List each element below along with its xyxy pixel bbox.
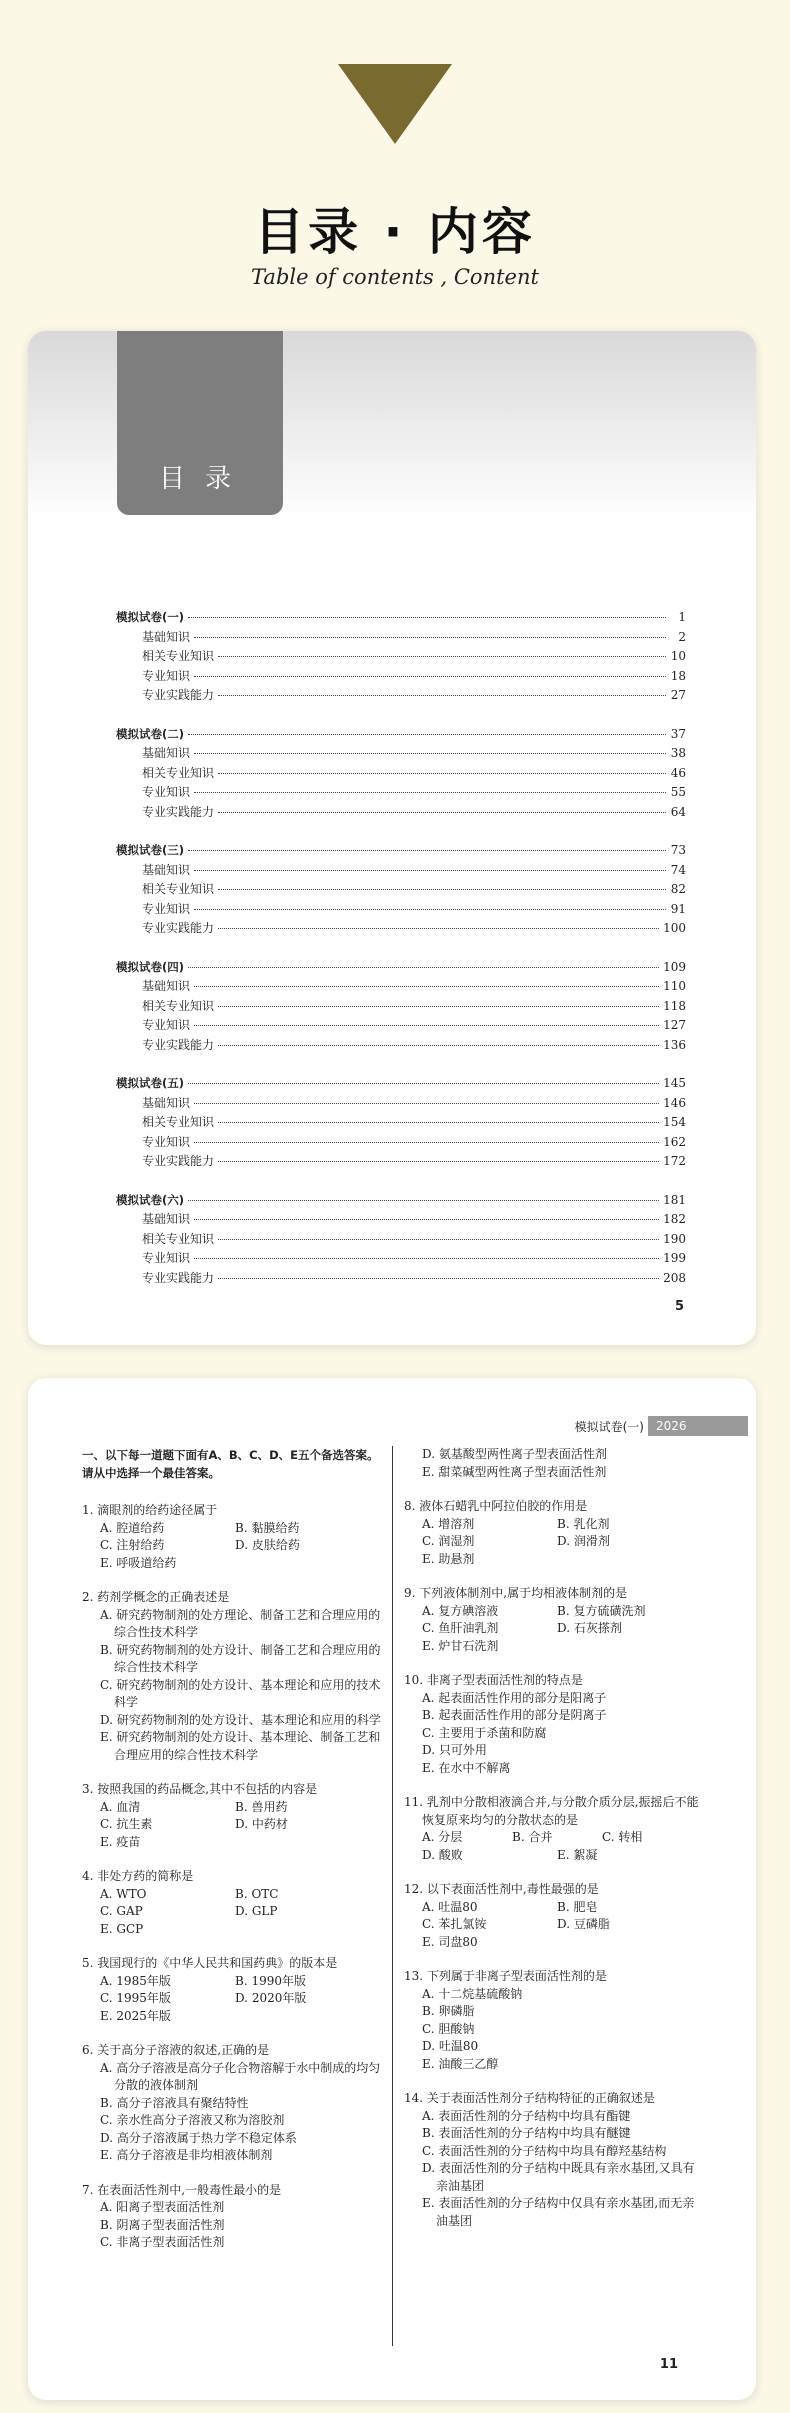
toc-entry-sub (116, 900, 686, 920)
question-options (404, 2108, 706, 2231)
option: D. GLP (235, 1904, 278, 1918)
toc-entry-sub (116, 783, 686, 803)
toc-leader-dots (218, 695, 666, 696)
option-row (422, 1847, 706, 1865)
question-item (82, 1589, 382, 1764)
toc-entry-sub (116, 647, 686, 667)
down-triangle-icon (338, 64, 452, 144)
option-row (422, 1551, 706, 1569)
option: C. GAP (100, 1904, 143, 1918)
option: D. 润滑剂 (557, 1534, 610, 1548)
toc-group (116, 725, 686, 823)
year-badge: 2026 (648, 1416, 748, 1436)
question-item (404, 1968, 706, 2073)
toc-entry-title: 相关专业知识 (142, 765, 215, 780)
toc-entry-title: 相关专业知识 (142, 1231, 215, 1246)
option: A. 增溶剂 (422, 1516, 475, 1531)
toc-entry-sub (116, 919, 686, 939)
option: A. 吐温80 (422, 1899, 478, 1914)
question-options (404, 1829, 706, 1864)
option-row (100, 1537, 382, 1555)
column-divider (392, 1446, 393, 2346)
question-options (82, 1973, 382, 2026)
toc-leader-dots (218, 1278, 659, 1279)
toc-entry-sub (116, 1210, 686, 1230)
toc-entry-sub (116, 667, 686, 687)
option: E. 甜菜碱型两性离子型表面活性剂 (422, 1464, 607, 1479)
option: E. 絮凝 (557, 1847, 598, 1862)
toc-entry-page: 27 (670, 688, 686, 702)
toc-entry-title: 专业实践能力 (142, 1270, 215, 1285)
toc-entry-title: 基础知识 (142, 629, 191, 644)
toc-entry-page: 18 (670, 668, 686, 683)
option-row (422, 1829, 706, 1847)
toc-entry-title: 相关专业知识 (142, 649, 215, 663)
toc-leader-dots (188, 734, 666, 735)
question-stem: 1. 滴眼剂的给药途径属于 (82, 1503, 218, 1517)
option: C. 胆酸钠 (422, 2021, 475, 2036)
toc-tab (117, 331, 283, 515)
question-item (82, 2182, 382, 2252)
option-row (422, 1620, 706, 1638)
toc-entry-page: 64 (670, 804, 686, 819)
page-number: 11 (659, 2357, 678, 2372)
option: B. 表面活性剂的分子结构中均具有醚键 (422, 2126, 631, 2140)
toc-entry-title: 模拟试卷(四) (116, 959, 185, 974)
toc-entry-page: 73 (670, 843, 686, 857)
option: B. 高分子溶液具有聚结特性 (100, 2095, 249, 2110)
toc-leader-dots (188, 617, 666, 618)
toc-entry-sub (116, 764, 686, 784)
option: E. 助悬剂 (422, 1551, 475, 1566)
option: E. 呼吸道给药 (100, 1555, 177, 1570)
option-row (100, 1834, 382, 1852)
option: A. 高分子溶液是高分子化合物溶解于水中制成的均匀分散的液体制剂 (100, 2060, 381, 2092)
toc-entry-sub (116, 686, 686, 706)
option: B. 黏膜给药 (235, 1520, 300, 1535)
option: C. 非离子型表面活性剂 (100, 2235, 225, 2249)
toc-entry-page: 208 (663, 1270, 686, 1285)
toc-entry-page: 154 (663, 1115, 686, 1129)
toc-entry-title: 基础知识 (142, 979, 191, 993)
option: C. 表面活性剂的分子结构中均具有醇羟基结构 (422, 2143, 667, 2158)
option-row (100, 1973, 382, 1991)
option-row (100, 1990, 382, 2008)
toc-group (116, 841, 686, 939)
toc-entry-page: 199 (663, 1251, 686, 1265)
toc-entry-sub (116, 803, 686, 823)
toc-entry-title: 专业知识 (142, 1018, 191, 1032)
page-number: 5 (674, 1299, 684, 1314)
option: B. 肥皂 (557, 1899, 598, 1914)
toc-group (116, 1191, 686, 1289)
toc-leader-dots (194, 676, 666, 677)
option: B. 1990年版 (235, 1973, 306, 1988)
option: A. 1985年版 (100, 1973, 171, 1988)
toc-entry-page: 172 (663, 1154, 686, 1168)
question-stem: 2. 药剂学概念的正确表述是 (82, 1590, 230, 1604)
option: E. 疫苗 (100, 1834, 141, 1849)
page-title: 目录 · 内容 (254, 203, 536, 261)
question-options (404, 1899, 706, 1952)
toc-entry-page: 146 (663, 1095, 686, 1110)
question-item (404, 2090, 706, 2230)
toc-entry-sub (116, 997, 686, 1017)
toc-page-card (28, 331, 756, 1345)
toc-entry-page: 74 (670, 862, 686, 877)
question-options (82, 1799, 382, 1852)
option: A. 分层 (422, 1830, 463, 1844)
toc-leader-dots (218, 928, 659, 929)
question-stem: 9. 下列液体制剂中,属于均相液体制剂的是 (404, 1586, 628, 1600)
option: A. 表面活性剂的分子结构中均具有酯键 (422, 2108, 631, 2123)
toc-entry-page: 91 (670, 901, 686, 916)
question-item (404, 1881, 706, 1951)
toc-entry-main (116, 958, 686, 978)
option: E. 在水中不解离 (422, 1760, 511, 1775)
toc-leader-dots (218, 773, 666, 774)
option: B. 复方硫磺洗剂 (557, 1603, 646, 1618)
toc-entry-page: 162 (663, 1134, 686, 1149)
toc-entry-page: 145 (663, 1076, 686, 1090)
toc-group (116, 958, 686, 1056)
option: E. 炉甘石洗剂 (422, 1638, 499, 1653)
toc-list (116, 608, 686, 1307)
toc-entry-title: 模拟试卷(五) (116, 1076, 185, 1090)
option: B. 乳化剂 (557, 1516, 610, 1531)
option: E. 高分子溶液是非均相液体制剂 (100, 2148, 273, 2162)
toc-entry-page: 100 (663, 921, 686, 935)
question-stem: 12. 以下表面活性剂中,毒性最强的是 (404, 1882, 599, 1896)
option: B. 卵磷脂 (422, 2004, 475, 2018)
toc-entry-title: 基础知识 (142, 1095, 191, 1110)
option: C. 研究药物制剂的处方设计、基本理论和应用的技术科学 (100, 1677, 381, 1709)
option: C. 1995年版 (100, 1991, 171, 2005)
sample-page-card (28, 1378, 756, 2400)
toc-entry-page: 118 (663, 998, 686, 1013)
toc-entry-page: 46 (670, 765, 686, 780)
toc-entry-sub (116, 880, 686, 900)
toc-leader-dots (218, 1006, 659, 1007)
toc-entry-page: 38 (670, 746, 686, 760)
toc-entry-page: 109 (663, 959, 686, 974)
toc-entry-main (116, 725, 686, 745)
question-options (82, 1886, 382, 1939)
toc-entry-sub (116, 1113, 686, 1133)
question-options (82, 2199, 382, 2252)
toc-entry-sub (116, 1269, 686, 1289)
toc-entry-title: 专业知识 (142, 1251, 191, 1265)
toc-leader-dots (194, 1219, 659, 1220)
option: B. 合并 (512, 1830, 553, 1844)
toc-entry-page: 10 (670, 649, 686, 663)
toc-entry-title: 基础知识 (142, 746, 191, 760)
question-stem: 10. 非离子型表面活性剂的特点是 (404, 1673, 583, 1687)
toc-leader-dots (218, 889, 666, 890)
question-stem: 3. 按照我国的药品概念,其中不包括的内容是 (82, 1782, 318, 1796)
option: B. 研究药物制剂的处方设计、制备工艺和合理应用的综合性技术科学 (100, 1642, 381, 1674)
option: D. 豆磷脂 (557, 1917, 610, 1931)
option-row (422, 1603, 706, 1621)
option: A. 血清 (100, 1799, 141, 1814)
option: C. 鱼肝油乳剂 (422, 1621, 499, 1635)
question-stem: 7. 在表面活性剂中,一般毒性最小的是 (82, 2182, 282, 2197)
question-continuation (404, 1446, 706, 1481)
option: D. 高分子溶液属于热力学不稳定体系 (100, 2130, 297, 2145)
option-row (100, 1903, 382, 1921)
toc-entry-main (116, 841, 686, 861)
option: D. 酸败 (422, 1847, 463, 1862)
toc-leader-dots (194, 637, 666, 638)
toc-entry-sub (116, 1133, 686, 1153)
toc-entry-page: 1 (678, 610, 686, 624)
option-row (422, 1638, 706, 1656)
option: C. 注射给药 (100, 1538, 165, 1552)
option: E. 研究药物制剂的处方设计、基本理论、制备工艺和合理应用的综合性技术科学 (100, 1730, 381, 1762)
page-subtitle: Table of contents , Content (251, 265, 539, 289)
option-row (422, 1533, 706, 1551)
toc-leader-dots (218, 1045, 659, 1046)
option-row (422, 1899, 706, 1917)
question-item (82, 1502, 382, 1572)
question-stem: 11. 乳剂中分散相液滴合并,与分散介质分层,振摇后不能恢复原来均匀的分散状态的是 (404, 1795, 699, 1827)
toc-leader-dots (194, 792, 666, 793)
option: A. 阳离子型表面活性剂 (100, 2200, 225, 2214)
toc-entry-title: 专业实践能力 (142, 1154, 215, 1168)
option: D. 吐温80 (422, 2039, 479, 2053)
option: A. 复方碘溶液 (422, 1603, 499, 1618)
toc-entry-title: 相关专业知识 (142, 882, 215, 896)
toc-entry-sub (116, 628, 686, 648)
toc-leader-dots (194, 1142, 659, 1143)
toc-entry-main (116, 1074, 686, 1094)
right-column (404, 1446, 706, 2247)
toc-leader-dots (218, 1161, 659, 1162)
question-options (82, 2060, 382, 2165)
toc-entry-title: 相关专业知识 (142, 1115, 215, 1129)
toc-leader-dots (194, 753, 666, 754)
toc-leader-dots (218, 812, 666, 813)
option: D. 石灰搽剂 (557, 1621, 622, 1635)
option-row (100, 1886, 382, 1904)
section-instruction: 一、以下每一道题下面有A、B、C、D、E五个备选答案。请从中选择一个最佳答案。 (82, 1448, 379, 1480)
page-header-label: 模拟试卷(一) (574, 1420, 644, 1434)
toc-entry-main (116, 608, 686, 628)
toc-leader-dots (194, 909, 666, 910)
option-row (100, 2008, 382, 2026)
option: D. 研究药物制剂的处方设计、基本理论和应用的科学 (100, 1712, 381, 1727)
toc-entry-title: 专业知识 (142, 785, 191, 799)
option: E. 2025年版 (100, 2008, 171, 2023)
toc-entry-title: 专业知识 (142, 1134, 191, 1149)
option: A. 腔道给药 (100, 1520, 165, 1535)
option: B. OTC (235, 1886, 279, 1901)
toc-leader-dots (194, 1258, 659, 1259)
question-stem: 8. 液体石蜡乳中阿拉伯胶的作用是 (404, 1499, 588, 1513)
toc-entry-page: 127 (663, 1018, 686, 1032)
option: B. 阴离子型表面活性剂 (100, 2217, 225, 2232)
toc-entry-page: 190 (663, 1231, 686, 1246)
option: A. WTO (100, 1886, 147, 1901)
toc-leader-dots (194, 986, 659, 987)
toc-entry-page: 136 (663, 1037, 686, 1052)
option: D. 皮肤给药 (235, 1538, 300, 1552)
toc-entry-main (116, 1191, 686, 1211)
option: E. GCP (100, 1921, 144, 1936)
option: D. 氨基酸型两性离子型表面活性剂 (422, 1447, 607, 1461)
toc-leader-dots (188, 850, 666, 851)
toc-entry-page: 55 (670, 785, 686, 799)
toc-entry-sub (116, 744, 686, 764)
option: A. 起表面活性作用的部分是阳离子 (422, 1690, 607, 1705)
left-column (82, 1446, 382, 2269)
option-row (100, 1555, 382, 1573)
question-stem: 6. 关于高分子溶液的叙述,正确的是 (82, 2043, 270, 2057)
toc-entry-page: 82 (670, 882, 686, 896)
toc-entry-title: 专业实践能力 (142, 804, 215, 819)
toc-tab-label: 目录 (158, 464, 251, 494)
question-options (82, 1520, 382, 1573)
question-options (404, 1986, 706, 2074)
option: E. 司盘80 (422, 1934, 478, 1949)
toc-entry-title: 专业知识 (142, 901, 191, 916)
question-stem: 14. 关于表面活性剂分子结构特征的正确叙述是 (404, 2091, 655, 2105)
option-row (100, 1921, 382, 1939)
toc-entry-page: 2 (678, 629, 686, 644)
toc-entry-title: 相关专业知识 (142, 998, 215, 1013)
toc-entry-title: 基础知识 (142, 1212, 191, 1226)
option: C. 润湿剂 (422, 1534, 475, 1548)
toc-entry-page: 37 (670, 726, 686, 741)
question-item (404, 1672, 706, 1777)
toc-entry-sub (116, 1094, 686, 1114)
toc-leader-dots (194, 1103, 659, 1104)
option-row (100, 1816, 382, 1834)
question-options (404, 1690, 706, 1778)
question-item (404, 1498, 706, 1568)
question-item (404, 1794, 706, 1864)
toc-entry-sub (116, 1230, 686, 1250)
option: B. 起表面活性作用的部分是阴离子 (422, 1708, 607, 1722)
option: C. 转相 (602, 1830, 643, 1844)
option: B. 兽用药 (235, 1799, 288, 1814)
toc-leader-dots (218, 656, 666, 657)
option: A. 十二烷基硫酸钠 (422, 1986, 523, 2001)
toc-entry-title: 模拟试卷(二) (116, 726, 185, 741)
toc-entry-sub (116, 861, 686, 881)
option: D. 表面活性剂的分子结构中既具有亲水基团,又具有亲油基团 (422, 2161, 695, 2193)
question-item (82, 1781, 382, 1851)
option-row (100, 1520, 382, 1538)
toc-entry-title: 专业实践能力 (142, 1037, 215, 1052)
option-row (100, 1799, 382, 1817)
question-stem: 4. 非处方药的简称是 (82, 1869, 194, 1883)
toc-leader-dots (194, 1025, 659, 1026)
option-row (422, 1934, 706, 1952)
toc-entry-title: 模拟试卷(六) (116, 1192, 185, 1207)
toc-entry-sub (116, 977, 686, 997)
toc-entry-sub (116, 1016, 686, 1036)
toc-leader-dots (194, 870, 666, 871)
toc-leader-dots (188, 1083, 659, 1084)
option: C. 亲水性高分子溶液又称为溶胶剂 (100, 2113, 285, 2127)
question-item (82, 2042, 382, 2165)
toc-entry-title: 基础知识 (142, 862, 191, 877)
option-row (422, 1516, 706, 1534)
question-stem: 5. 我国现行的《中华人民共和国药典》的版本是 (82, 1956, 338, 1970)
toc-leader-dots (188, 967, 659, 968)
option-row (422, 1916, 706, 1934)
option: E. 油酸三乙醇 (422, 2056, 499, 2071)
toc-entry-page: 182 (663, 1212, 686, 1226)
question-item (82, 1868, 382, 1938)
option: D. 2020年版 (235, 1991, 307, 2005)
toc-leader-dots (188, 1200, 659, 1201)
toc-group (116, 608, 686, 706)
question-item (404, 1585, 706, 1655)
question-options (404, 1516, 706, 1569)
toc-entry-title: 模拟试卷(三) (116, 843, 185, 857)
toc-entry-title: 专业实践能力 (142, 688, 215, 702)
toc-entry-title: 专业实践能力 (142, 921, 215, 935)
option: C. 主要用于杀菌和防腐 (422, 1725, 547, 1740)
option: D. 只可外用 (422, 1743, 487, 1757)
toc-entry-page: 181 (663, 1192, 686, 1207)
question-stem: 13. 下列属于非离子型表面活性剂的是 (404, 1969, 607, 1983)
option: C. 抗生素 (100, 1817, 153, 1831)
toc-entry-sub (116, 1036, 686, 1056)
option: A. 研究药物制剂的处方理论、制备工艺和合理应用的综合性技术科学 (100, 1607, 381, 1639)
option: E. 表面活性剂的分子结构中仅具有亲水基团,而无亲油基团 (422, 2196, 695, 2228)
toc-group (116, 1074, 686, 1172)
toc-entry-sub (116, 1152, 686, 1172)
question-item (82, 1955, 382, 2025)
question-options (404, 1603, 706, 1656)
toc-leader-dots (218, 1239, 659, 1240)
toc-entry-title: 专业知识 (142, 668, 191, 683)
toc-entry-title: 模拟试卷(一) (116, 610, 185, 624)
question-options (82, 1607, 382, 1765)
toc-entry-sub (116, 1249, 686, 1269)
option: D. 中药材 (235, 1817, 288, 1831)
toc-leader-dots (218, 1122, 659, 1123)
toc-entry-page: 110 (663, 979, 686, 993)
option: C. 苯扎氯铵 (422, 1917, 487, 1931)
